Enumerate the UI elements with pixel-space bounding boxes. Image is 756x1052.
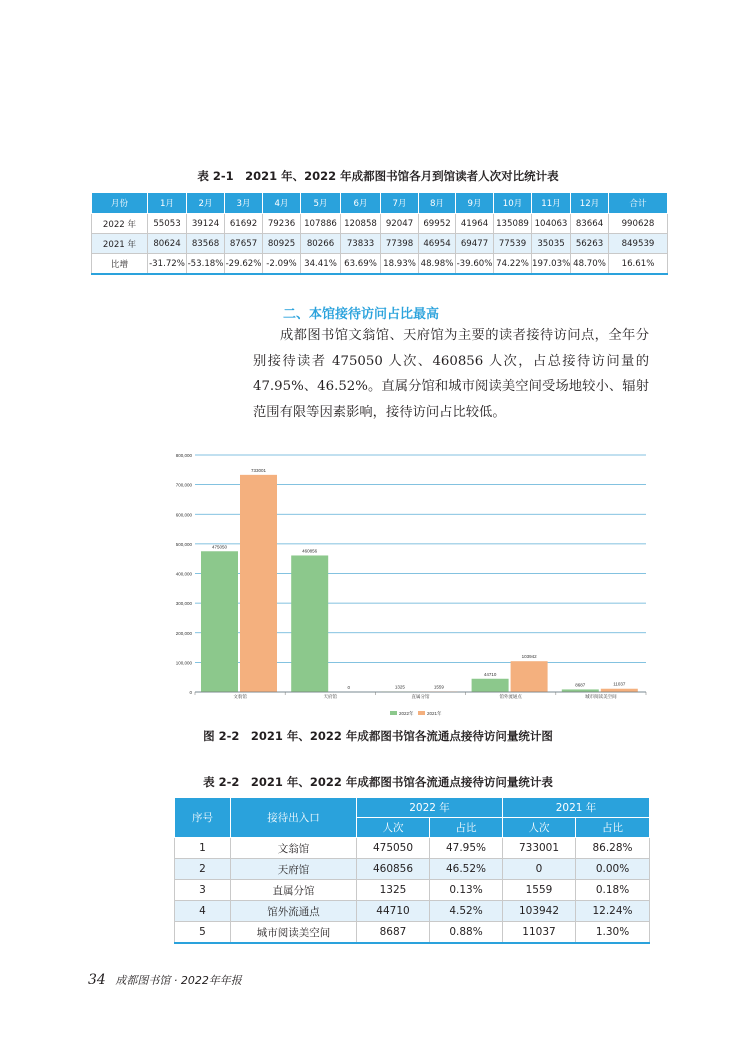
y-tick-label: 600,000 <box>175 512 192 518</box>
table2-cell: 11037 <box>503 922 576 944</box>
table1-cell: 2021 年 <box>92 234 148 254</box>
table1-cell: 87657 <box>225 234 263 254</box>
table2-cell: 3 <box>175 880 231 901</box>
monthly-visitors-table <box>91 192 668 275</box>
table2-cell: 0.88% <box>430 922 503 944</box>
table2-header-2021: 2021 年 <box>503 798 650 818</box>
table2-cell: 460856 <box>357 859 430 880</box>
data-label: 1325 <box>394 684 405 690</box>
table2-cell: 2 <box>175 859 231 880</box>
table-row <box>175 922 650 944</box>
table1-header-cell: 合计 <box>609 193 668 214</box>
table1-cell: 107886 <box>301 214 341 234</box>
table1-header-cell: 月份 <box>92 193 148 214</box>
table1-cell: 74.22% <box>494 254 532 275</box>
data-label: 460856 <box>302 548 318 554</box>
table1-cell: 69477 <box>456 234 494 254</box>
bar <box>511 661 548 692</box>
page-footer <box>88 972 242 988</box>
table1-cell: 135089 <box>494 214 532 234</box>
table1-caption: 表 2-1 2021 年、2022 年成都图书馆各月到馆读者人次对比统计表 <box>197 169 559 183</box>
table1-cell: -29.62% <box>225 254 263 275</box>
table2-cell: 5 <box>175 922 231 944</box>
data-label: 1559 <box>433 684 444 690</box>
table2-cell: 8687 <box>357 922 430 944</box>
table1-header-cell: 7月 <box>381 193 419 214</box>
data-label: 103942 <box>521 654 537 660</box>
section-paragraph: 成都图书馆文翁馆、天府馆为主要的读者接待访问点，全年分别接待读者 475050 人次、460856 人次，占总接待访问量的 47.95%、46.52%。直属分馆和城市阅读美空间受场地较小、辐射范围有限等因素影响，接待访问占比较低。 <box>253 328 649 420</box>
table1-cell: -2.09% <box>263 254 301 275</box>
y-tick-label: 400,000 <box>175 571 192 577</box>
table1-cell: 83568 <box>187 234 225 254</box>
table2-header-seq: 序号 <box>175 798 231 838</box>
y-tick-label: 0 <box>189 690 192 695</box>
table1-cell: 2022 年 <box>92 214 148 234</box>
table1-cell: 61692 <box>225 214 263 234</box>
category-label: 天府馆 <box>323 694 338 699</box>
y-tick-label: 300,000 <box>175 601 192 607</box>
table2-cell: 0 <box>503 859 576 880</box>
table1-cell: 120858 <box>341 214 381 234</box>
table-row <box>175 859 650 880</box>
table1-cell: 80266 <box>301 234 341 254</box>
table1-cell: 79236 <box>263 214 301 234</box>
table2-subheader-visits: 人次 <box>503 818 576 838</box>
y-tick-label: 200,000 <box>175 630 192 636</box>
table2-cell: 733001 <box>503 838 576 859</box>
table1-cell: 77539 <box>494 234 532 254</box>
footer-text: 成都图书馆 · 2022年年报 <box>115 974 242 987</box>
category-label: 直属分馆 <box>411 694 430 699</box>
table2-cell: 0.13% <box>430 880 503 901</box>
figure-caption: 图 2-2 2021 年、2022 年成都图书馆各流通点接待访问量统计图 <box>203 729 553 743</box>
table1-cell: 48.70% <box>571 254 609 275</box>
legend-swatch <box>418 711 425 715</box>
table-row <box>175 901 650 922</box>
table1-cell: 48.98% <box>419 254 456 275</box>
table1-header-cell: 5月 <box>301 193 341 214</box>
data-label: 44710 <box>483 671 497 677</box>
visits-bar-chart <box>168 448 658 723</box>
table2-cell: 46.52% <box>430 859 503 880</box>
table-row <box>175 880 650 901</box>
table1-cell: 92047 <box>381 214 419 234</box>
table1-cell: 16.61% <box>609 254 668 275</box>
table1-cell: 104063 <box>532 214 571 234</box>
table2-subheader-ratio: 占比 <box>576 818 650 838</box>
table1-cell: 41964 <box>456 214 494 234</box>
table1-cell: 990628 <box>609 214 668 234</box>
table2-cell: 城市阅读美空间 <box>231 922 357 944</box>
table1-header-cell: 8月 <box>419 193 456 214</box>
table1-cell: 849539 <box>609 234 668 254</box>
table1-header-cell: 12月 <box>571 193 609 214</box>
table1-cell: 80624 <box>148 234 187 254</box>
bar <box>601 689 638 692</box>
table1-header-cell: 6月 <box>341 193 381 214</box>
table2-caption: 表 2-2 2021 年、2022 年成都图书馆各流通点接待访问量统计表 <box>203 775 553 789</box>
table1-cell: 34.41% <box>301 254 341 275</box>
table1-cell: 39124 <box>187 214 225 234</box>
table1-header-cell: 2月 <box>187 193 225 214</box>
table2-header-entry: 接待出入口 <box>231 798 357 838</box>
y-tick-label: 800,000 <box>175 453 192 458</box>
table1-header-cell: 11月 <box>532 193 571 214</box>
table1-cell: 46954 <box>419 234 456 254</box>
table2-cell: 1 <box>175 838 231 859</box>
legend-label: 2021年 <box>427 711 442 716</box>
table2-subheader-visits: 人次 <box>357 818 430 838</box>
table2-cell: 1559 <box>503 880 576 901</box>
legend-swatch <box>390 711 397 715</box>
table1-header-cell: 1月 <box>148 193 187 214</box>
table2-cell: 4.52% <box>430 901 503 922</box>
data-label: 733001 <box>250 467 267 473</box>
table2-cell: 0.18% <box>576 880 650 901</box>
bar <box>240 475 277 692</box>
table1-row-2021 <box>92 234 668 254</box>
category-label: 城市阅读美空间 <box>585 694 617 699</box>
table2-header-2022: 2022 年 <box>357 798 503 818</box>
table1-cell: 18.93% <box>381 254 419 275</box>
entry-visits-table <box>174 797 650 944</box>
table2-cell: 馆外流通点 <box>231 901 357 922</box>
page-number: 34 <box>88 972 106 988</box>
table1-cell: 55053 <box>148 214 187 234</box>
table2-cell: 直属分馆 <box>231 880 357 901</box>
table1-cell: 73833 <box>341 234 381 254</box>
table2-cell: 44710 <box>357 901 430 922</box>
table2-cell: 475050 <box>357 838 430 859</box>
data-label: 0 <box>347 685 350 690</box>
table1-cell: 77398 <box>381 234 419 254</box>
y-tick-label: 500,000 <box>175 541 192 547</box>
table2-cell: 1.30% <box>576 922 650 944</box>
bar <box>472 679 509 692</box>
table1-cell: -31.72% <box>148 254 187 275</box>
table1-header-cell: 10月 <box>494 193 532 214</box>
table2-cell: 文翁馆 <box>231 838 357 859</box>
data-label: 8687 <box>575 682 586 688</box>
table1-header-cell: 9月 <box>456 193 494 214</box>
table1-cell: 83664 <box>571 214 609 234</box>
table2-header-row <box>175 798 650 818</box>
table1-cell: 80925 <box>263 234 301 254</box>
table2-subheader-ratio: 占比 <box>430 818 503 838</box>
table1-cell: 比增 <box>92 254 148 275</box>
table2-cell: 12.24% <box>576 901 650 922</box>
legend-label: 2022年 <box>399 711 414 716</box>
table1-row-growth <box>92 254 668 275</box>
category-label: 馆外流通点 <box>499 694 522 699</box>
category-label: 文翁馆 <box>233 694 247 699</box>
table1-header-cell: 3月 <box>225 193 263 214</box>
table1-cell: 197.03% <box>532 254 571 275</box>
y-tick-label: 100,000 <box>175 660 192 666</box>
table1-cell: -53.18% <box>187 254 225 275</box>
y-tick-label: 700,000 <box>175 482 192 488</box>
table1-cell: 69952 <box>419 214 456 234</box>
section-title: 二、本馆接待访问占比最高 <box>283 307 440 322</box>
table1-cell: 35035 <box>532 234 571 254</box>
bar <box>201 551 238 692</box>
table2-cell: 天府馆 <box>231 859 357 880</box>
table1-cell: 56263 <box>571 234 609 254</box>
table2-cell: 47.95% <box>430 838 503 859</box>
table1-row-2022 <box>92 214 668 234</box>
table2-cell: 0.00% <box>576 859 650 880</box>
table1-header-cell: 4月 <box>263 193 301 214</box>
table1-cell: -39.60% <box>456 254 494 275</box>
bar <box>291 555 328 692</box>
data-label: 475050 <box>211 544 228 550</box>
table2-cell: 4 <box>175 901 231 922</box>
data-label: 11037 <box>613 681 626 687</box>
table2-cell: 86.28% <box>576 838 650 859</box>
table1-header-row <box>92 193 668 214</box>
table2-cell: 103942 <box>503 901 576 922</box>
table1-cell: 63.69% <box>341 254 381 275</box>
table-row <box>175 838 650 859</box>
table2-cell: 1325 <box>357 880 430 901</box>
